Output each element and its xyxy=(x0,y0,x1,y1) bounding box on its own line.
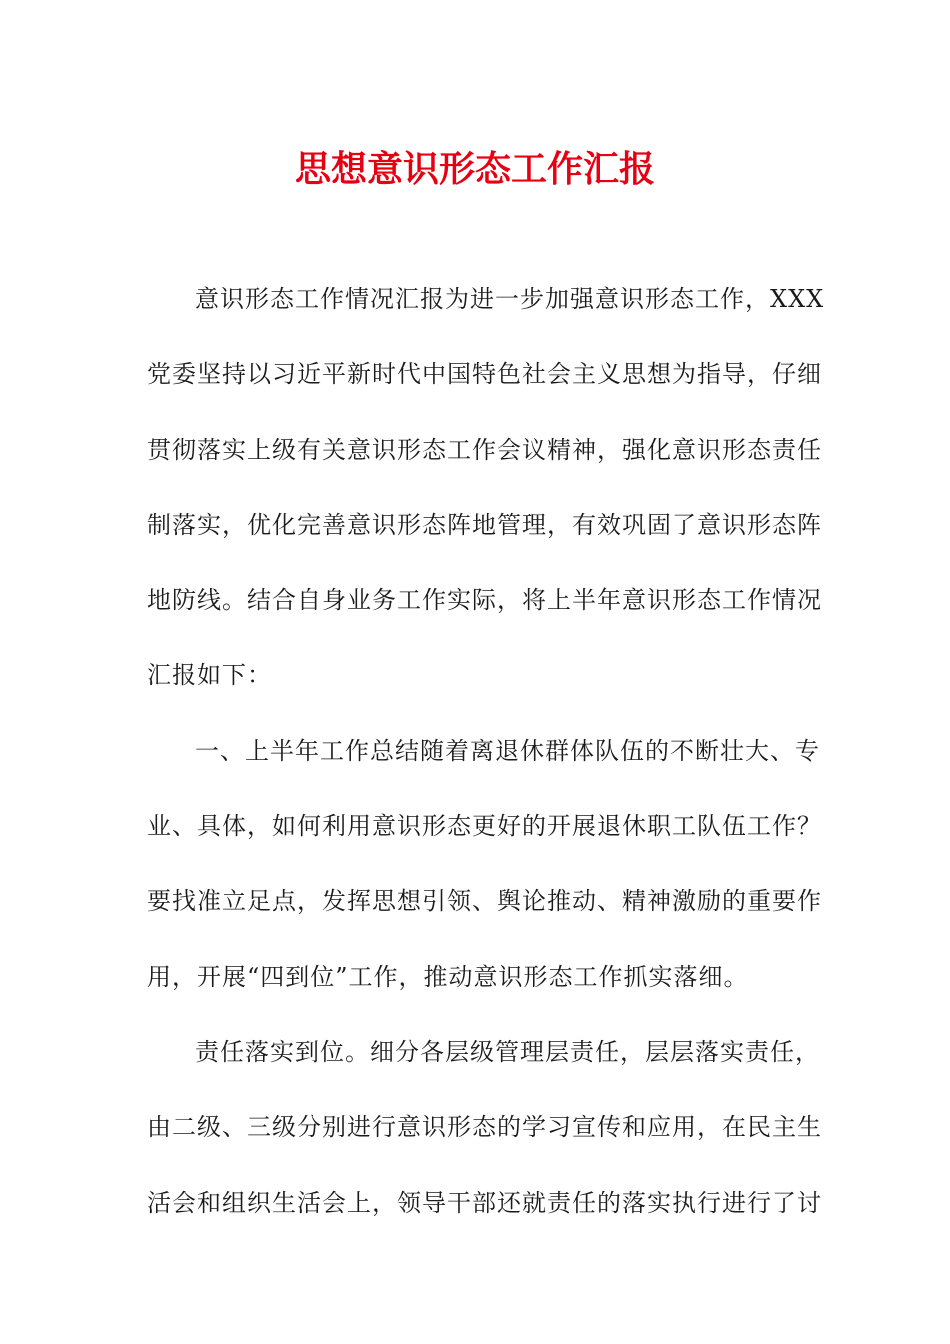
paragraph-line: 党委坚持以习近平新时代中国特色社会主义思想为指导，仔细 xyxy=(147,360,822,389)
paragraph-line: 意识形态工作情况汇报为进一步加强意识形态工作，XXX xyxy=(195,285,825,313)
paragraph-line: 要找准立足点，发挥思想引领、舆论推动、精神激励的重要作 xyxy=(147,887,822,916)
paragraph-line: 一、上半年工作总结随着离退休群体队伍的不断壮大、专 xyxy=(195,736,820,765)
paragraph-line: 活会和组织生活会上，领导干部还就责任的落实执行进行了讨 xyxy=(147,1188,822,1217)
paragraph-line: 责任落实到位。细分各层级管理层责任，层层落实责任， xyxy=(195,1037,820,1066)
paragraph-line: 由二级、三级分别进行意识形态的学习宣传和应用，在民主生 xyxy=(147,1113,822,1142)
paragraph-line: 地防线。结合自身业务工作实际，将上半年意识形态工作情况 xyxy=(147,586,822,615)
document-title: 思想意识形态工作汇报 xyxy=(294,149,655,190)
paragraph-line: 贯彻落实上级有关意识形态工作会议精神，强化意识形态责任 xyxy=(147,435,822,464)
paragraph-line: 制落实，优化完善意识形态阵地管理，有效巩固了意识形态阵 xyxy=(147,510,822,539)
paragraph-line: 用，开展“四到位”工作，推动意识形态工作抓实落细。 xyxy=(147,962,749,991)
paragraph-line: 业、具体，如何利用意识形态更好的开展退休职工队伍工作？ xyxy=(147,812,822,841)
paragraph-line: 汇报如下： xyxy=(147,661,272,690)
document-body xyxy=(147,262,825,1241)
